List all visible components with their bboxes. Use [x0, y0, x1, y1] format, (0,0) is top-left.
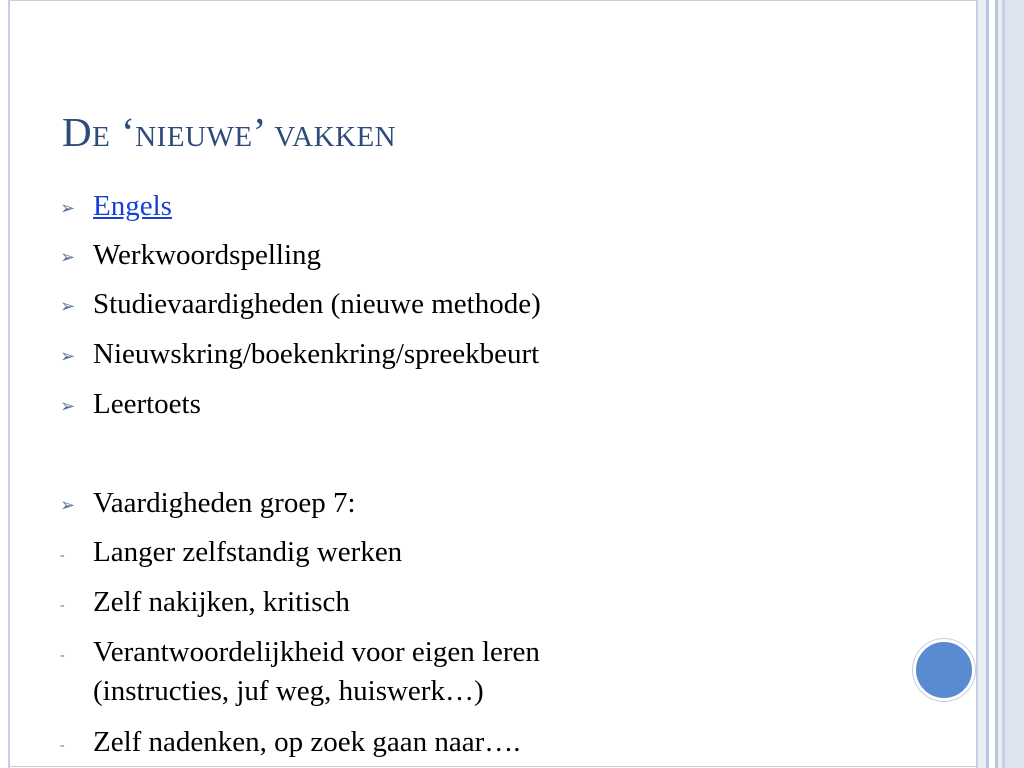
dash-bullet: - [60, 648, 65, 663]
arrowhead-right-icon: ➢ [60, 247, 76, 267]
dash-bullet: - [60, 598, 65, 613]
decor-circle [913, 639, 975, 701]
list-item [93, 188, 172, 225]
sub-list-item: Verantwoordelijkheid voor eigen leren [93, 636, 540, 668]
sub-list-item: Langer zelfstandig werken [93, 536, 403, 568]
sub-list-item: Zelf nakijken, kritisch [93, 586, 350, 618]
engels-link[interactable]: Engels [93, 190, 172, 222]
dash-bullet: - [60, 738, 65, 753]
sub-list-item: Zelf nadenken, op zoek gaan naar…. [93, 726, 521, 758]
list-item: Vaardigheden groep 7: [93, 487, 356, 519]
frame-top-line [8, 0, 976, 1]
arrowhead-right-icon: ➢ [60, 396, 76, 416]
frame-left-line [8, 0, 10, 768]
arrowhead-right-icon: ➢ [60, 296, 76, 316]
decor-stripe [978, 0, 986, 768]
decor-stripe [1005, 0, 1024, 768]
frame-bottom-line [8, 766, 976, 767]
arrowhead-right-icon: ➢ [60, 198, 76, 218]
list-item: Nieuwskring/boekenkring/spreekbeurt [93, 338, 540, 370]
sub-list-item-continuation: (instructies, juf weg, huiswerk…) [93, 675, 484, 707]
list-item: Leertoets [93, 388, 201, 420]
arrowhead-right-icon: ➢ [60, 346, 76, 366]
dash-bullet: - [60, 548, 65, 563]
list-item: Studievaardigheden (nieuwe methode) [93, 288, 541, 320]
list-item: Werkwoordspelling [93, 239, 322, 271]
slide-title: De ‘nieuwe’ vakken [62, 109, 397, 155]
arrowhead-right-icon: ➢ [60, 495, 76, 515]
